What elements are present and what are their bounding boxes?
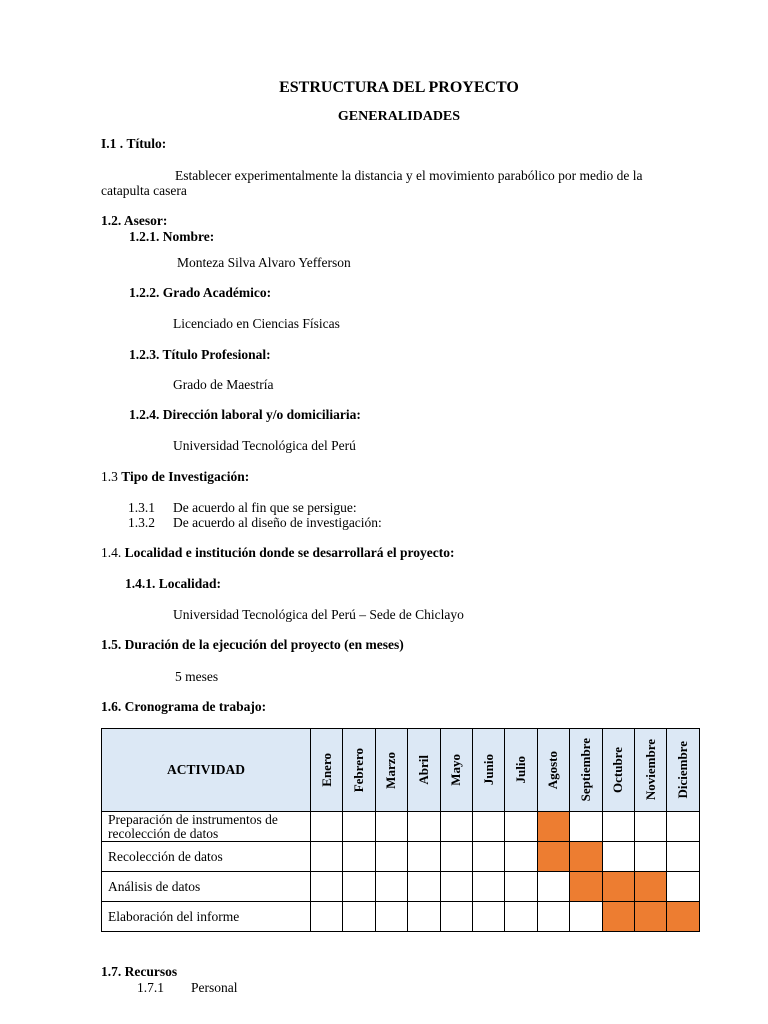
schedule-cell-active: [537, 842, 569, 872]
titulo-profesional-value: Grado de Maestría: [173, 377, 274, 392]
schedule-cell: [375, 842, 407, 872]
schedule-cell: [602, 812, 634, 842]
schedule-cell: [667, 812, 699, 842]
section-1-2-3-heading: 1.2.3. Título Profesional:: [129, 347, 271, 362]
schedule-cell: [343, 812, 375, 842]
month-header: [634, 729, 666, 812]
activity-label: Análisis de datos: [108, 878, 201, 894]
month-label: Noviembre: [642, 739, 658, 801]
schedule-cell: [440, 812, 472, 842]
month-label: Diciembre: [674, 741, 690, 799]
month-header: [602, 729, 634, 812]
section-1-4-1-heading: 1.4.1. Localidad:: [125, 576, 222, 591]
schedule-cell: [375, 812, 407, 842]
schedule-cell: [505, 842, 537, 872]
section-1-4-number: 1.4.: [101, 545, 122, 560]
schedule-cell-active: [634, 902, 666, 932]
month-label: Enero: [318, 753, 334, 787]
section-1-4-label: Localidad e institución donde se desarrollará el proyecto:: [124, 545, 455, 560]
table-row: [102, 872, 700, 902]
activity-label: Recolección de datos: [108, 848, 223, 864]
schedule-cell: [570, 902, 602, 932]
schedule-cell: [667, 872, 699, 902]
activity-label: recolección de datos: [108, 825, 219, 841]
schedule-cell-active: [537, 812, 569, 842]
schedule-cell-active: [602, 902, 634, 932]
activity-cell: [102, 872, 311, 902]
schedule-cell: [343, 902, 375, 932]
schedule-cell: [472, 902, 504, 932]
month-label: Junio: [480, 754, 496, 786]
schedule-cell: [667, 842, 699, 872]
month-label: Marzo: [383, 751, 399, 789]
section-1-7-1-number: 1.7.1: [137, 980, 164, 995]
month-header: [311, 729, 343, 812]
month-header: [472, 729, 504, 812]
activity-label: Preparación de instrumentos de: [108, 811, 278, 827]
month-header: [537, 729, 569, 812]
localidad-value: Universidad Tecnológica del Perú – Sede de Chiclayo: [173, 607, 464, 622]
schedule-cell: [602, 842, 634, 872]
schedule-cell: [311, 812, 343, 842]
asesor-name: Monteza Silva Alvaro Yefferson: [177, 255, 351, 270]
section-1-3-heading: [101, 469, 249, 485]
schedule-cell: [472, 812, 504, 842]
section-1-3-1-text: De acuerdo al fin que se persigue:: [173, 500, 357, 515]
table-row: [102, 812, 700, 842]
month-label: Abril: [415, 755, 431, 785]
schedule-cell: [408, 812, 440, 842]
activity-column-header: ACTIVIDAD: [102, 729, 311, 812]
month-label: Septiembre: [577, 738, 593, 802]
section-1-3-2-text: De acuerdo al diseño de investigación:: [173, 515, 382, 530]
grado-academico-value: Licenciado en Ciencias Físicas: [173, 316, 340, 331]
section-1-4-heading: [101, 545, 455, 561]
direccion-value: Universidad Tecnológica del Perú: [173, 438, 356, 453]
section-1-3-2-number: 1.3.2: [128, 515, 155, 530]
month-label: Febrero: [351, 747, 367, 793]
schedule-cell: [311, 902, 343, 932]
cronograma-table: [101, 728, 700, 932]
schedule-cell: [408, 842, 440, 872]
title-text-line-2: catapulta casera: [101, 183, 187, 198]
cronograma-header-row: [102, 729, 700, 812]
schedule-cell: [505, 812, 537, 842]
month-header: [375, 729, 407, 812]
schedule-cell: [472, 842, 504, 872]
schedule-cell: [505, 902, 537, 932]
section-1-2-1-heading: 1.2.1. Nombre:: [129, 229, 215, 244]
schedule-cell: [440, 902, 472, 932]
month-label: Octubre: [610, 747, 626, 793]
schedule-cell: [343, 842, 375, 872]
activity-cell: [102, 842, 311, 872]
month-label: Agosto: [545, 750, 561, 790]
schedule-cell: [634, 842, 666, 872]
section-1-3-1-number: 1.3.1: [128, 500, 155, 515]
document-subtitle: GENERALIDADES: [337, 109, 461, 124]
section-1-3-number: 1.3: [101, 469, 118, 484]
section-1-2-heading: 1.2. Asesor:: [101, 213, 168, 228]
section-1-7-1-text: Personal: [191, 980, 238, 995]
schedule-cell: [408, 902, 440, 932]
schedule-cell: [408, 872, 440, 902]
schedule-cell: [311, 872, 343, 902]
schedule-cell: [311, 842, 343, 872]
schedule-cell: [375, 902, 407, 932]
table-row: [102, 842, 700, 872]
schedule-cell: [634, 812, 666, 842]
month-header: [667, 729, 699, 812]
schedule-cell-active: [667, 902, 699, 932]
section-1-1-number: I.1 .: [101, 136, 124, 151]
section-1-2-2-heading: 1.2.2. Grado Académico:: [129, 285, 272, 300]
table-row: [102, 902, 700, 932]
document-title: ESTRUCTURA DEL PROYECTO: [279, 79, 519, 96]
section-1-3-label: Tipo de Investigación:: [121, 469, 250, 484]
schedule-cell-active: [634, 872, 666, 902]
schedule-cell-active: [570, 872, 602, 902]
title-text-line-1: Establecer experimentalmente la distancia y el movimiento parabólico por medio de la: [175, 168, 643, 183]
schedule-cell: [537, 902, 569, 932]
section-1-2-4-heading: 1.2.4. Dirección laboral y/o domiciliaria:: [129, 407, 361, 422]
activity-cell: [102, 812, 311, 842]
schedule-cell-active: [602, 872, 634, 902]
schedule-cell-active: [570, 842, 602, 872]
schedule-cell: [343, 872, 375, 902]
schedule-cell: [537, 872, 569, 902]
month-header: [570, 729, 602, 812]
month-header: [408, 729, 440, 812]
schedule-cell: [570, 812, 602, 842]
month-header: [505, 729, 537, 812]
schedule-cell: [440, 872, 472, 902]
month-header: [440, 729, 472, 812]
month-label: Mayo: [448, 754, 464, 786]
activity-cell: [102, 902, 311, 932]
activity-label: Elaboración del informe: [108, 908, 240, 924]
schedule-cell: [375, 872, 407, 902]
schedule-cell: [472, 872, 504, 902]
duracion-value: 5 meses: [175, 669, 219, 684]
month-header: [343, 729, 375, 812]
section-1-5-heading: 1.5. Duración de la ejecución del proyecto (en meses): [101, 637, 404, 652]
schedule-cell: [440, 842, 472, 872]
section-1-6-heading: 1.6. Cronograma de trabajo:: [101, 699, 267, 714]
section-1-1-heading: [101, 136, 166, 152]
section-1-1-label: Título:: [126, 136, 167, 151]
section-1-7-heading: 1.7. Recursos: [101, 964, 178, 979]
schedule-cell: [505, 872, 537, 902]
month-label: Julio: [513, 756, 529, 784]
